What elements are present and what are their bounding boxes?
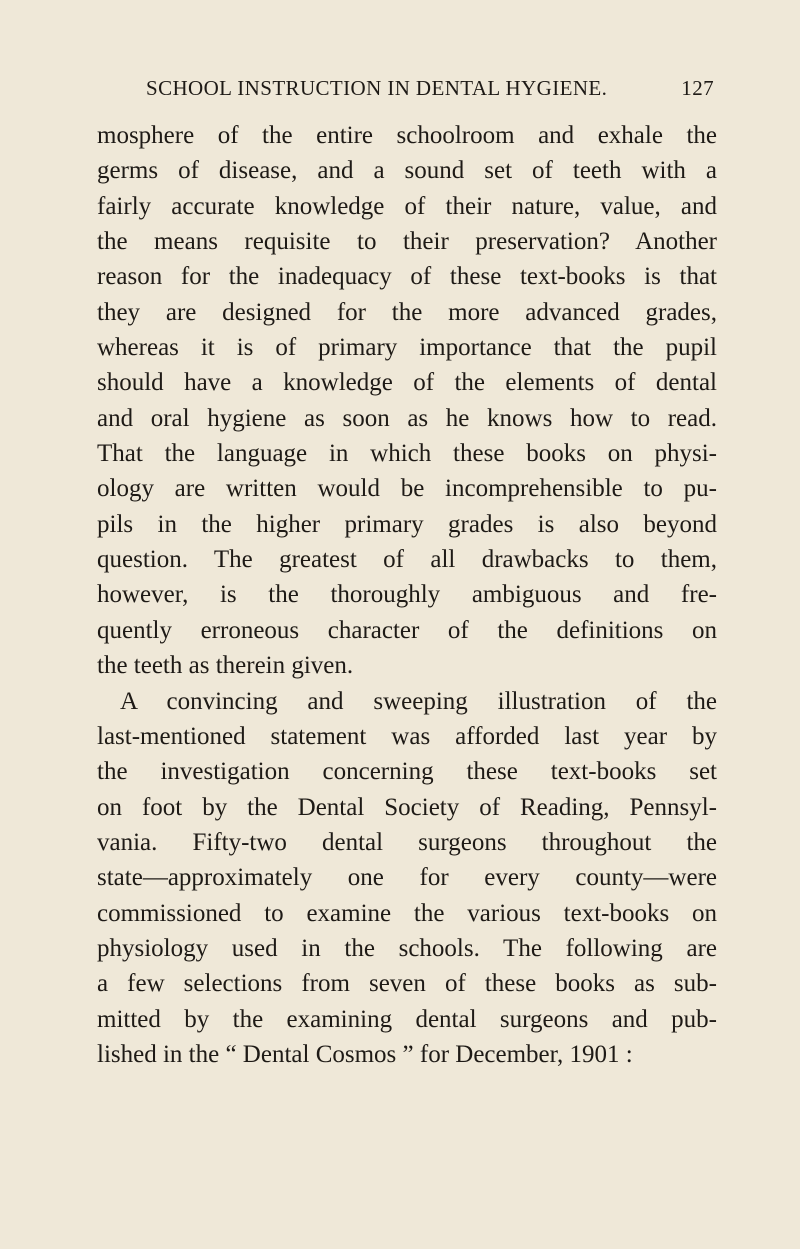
text-line: however, is the thoroughly ambiguous and fre- [97, 581, 717, 609]
running-head [146, 76, 714, 110]
text-line: That the language in which these books on physi- [97, 440, 717, 468]
text-line: a few selections from seven of these books as sub- [97, 970, 717, 998]
text-line: pils in the higher primary grades is also beyond [97, 510, 717, 538]
text-line: whereas it is of primary importance that the pupil [97, 334, 717, 362]
body-text [97, 118, 717, 1072]
text-line: vania. Fifty-two dental surgeons throughout the [97, 828, 717, 856]
page-number: 127 [681, 76, 714, 100]
text-line: physiology used in the schools. The following are [97, 934, 717, 962]
running-title: SCHOOL INSTRUCTION IN DENTAL HYGIENE. [146, 76, 608, 100]
text-line: they are designed for the more advanced grades, [97, 298, 717, 326]
text-line: mitted by the examining dental surgeons and pub- [97, 1005, 717, 1033]
text-line: the investigation concerning these text-books set [97, 758, 717, 786]
paragraph-end-line: the teeth as therein given. [97, 652, 354, 680]
text-line: commissioned to examine the various text-books on [97, 899, 717, 927]
text-line: lished in the “ Dental Cosmos ” for December, 1901 : [97, 1040, 633, 1068]
text-line: mosphere of the entire schoolroom and exhale the [97, 122, 717, 149]
text-line: quently erroneous character of the definitions on [97, 616, 717, 644]
text-line: on foot by the Dental Society of Reading, Pennsyl- [97, 793, 717, 821]
text-line: state—approximately one for every county—were [97, 864, 717, 892]
text-line: the means requisite to their preservation? Another [97, 228, 717, 256]
text-line: ology are written would be incomprehensible to pu- [97, 475, 717, 503]
text-line: reason for the inadequacy of these text-books is that [97, 263, 717, 291]
text-line: and oral hygiene as soon as he knows how to read. [97, 404, 717, 432]
text-line: last-mentioned statement was afforded last year by [97, 722, 717, 750]
text-line: should have a knowledge of the elements of dental [97, 369, 717, 397]
paragraph-start-line: A convincing and sweeping illustration of the [120, 687, 717, 715]
text-line: fairly accurate knowledge of their nature, value, and [97, 192, 717, 220]
text-line: question. The greatest of all drawbacks to them, [97, 546, 717, 574]
text-line: germs of disease, and a sound set of teeth with a [97, 157, 717, 185]
